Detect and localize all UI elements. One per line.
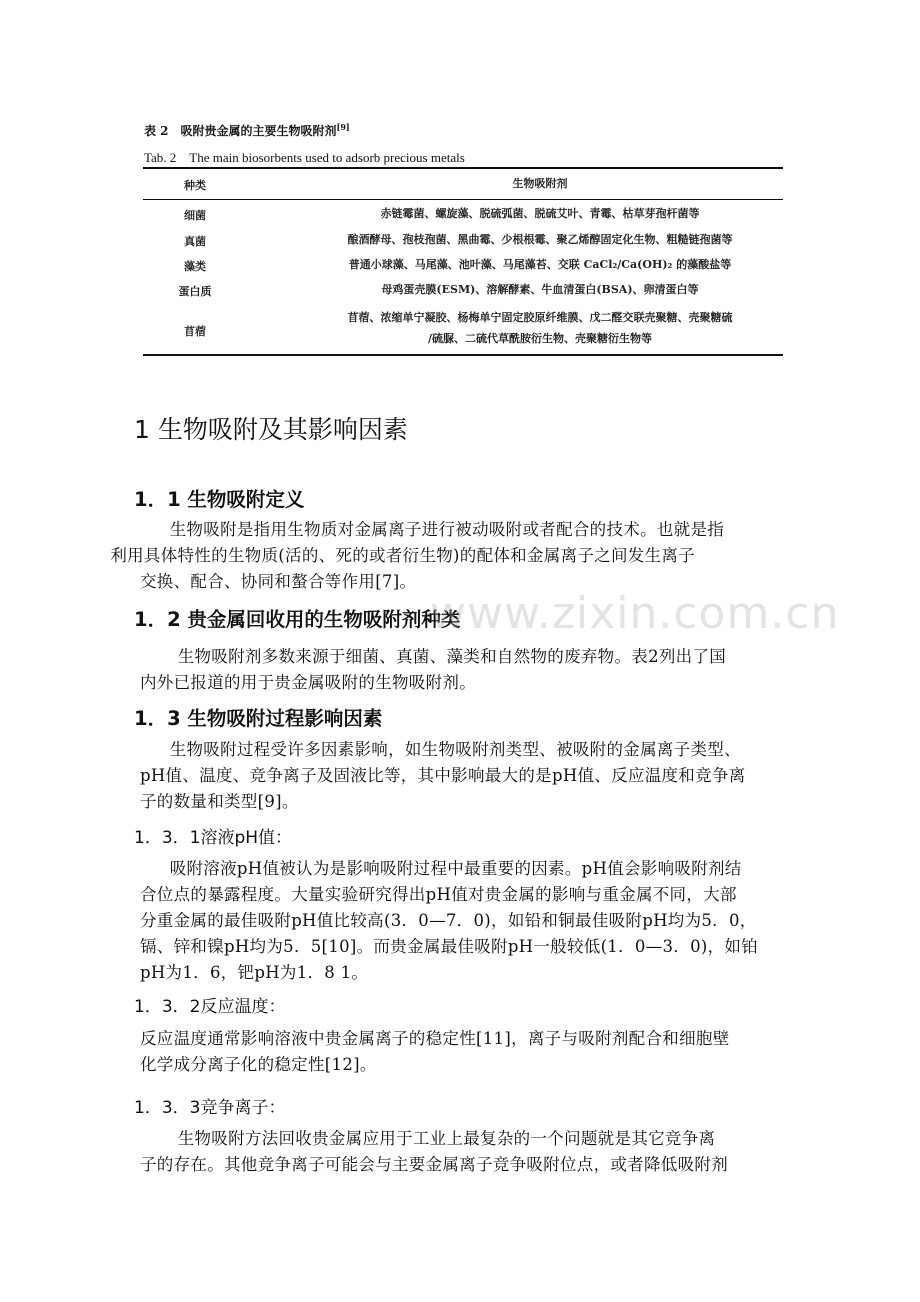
table-row-type: 真菌: [184, 235, 206, 248]
text-line: 利用具体特性的生物质(活的、死的或者衍生物)的配体和金属离子之间发生离子: [110, 546, 695, 565]
text-line: 反应温度通常影响溶液中贵金属离子的稳定性[11]，离子与吸附剂配合和细胞壁: [140, 1029, 730, 1048]
table-row-type: 苜蓿: [184, 325, 206, 338]
text-line: 子的数量和类型[9]。: [140, 792, 299, 811]
subsubsection-title-1-3-1: 1．3．1溶液pH值：: [134, 828, 293, 848]
table-header-type: 种类: [184, 179, 206, 192]
subsection-title-1-2: 1．2 贵金属回收用的生物吸附剂种类: [134, 608, 461, 631]
text-line: 分重金属的最佳吸附pH值比较高(3．0—7．0)，如铅和铜最佳吸附pH均为5．0，: [140, 911, 757, 930]
table-row-type: 细菌: [184, 209, 206, 222]
text-line: 化学成分离子化的稳定性[12]。: [140, 1055, 377, 1074]
paragraph-1-3-3: [140, 1126, 798, 1178]
text-line: 吸附溶液pH值被认为是影响吸附过程中最重要的因素。pH值会影响吸附剂结: [169, 859, 742, 878]
table-header-biosorbent: 生物吸附剂: [512, 177, 568, 190]
paragraph-1-1: [110, 517, 790, 595]
table-row-line: 苜蓿、浓缩单宁凝胶、杨梅单宁固定胶原纤维膜、戊二醛交联壳聚糖、壳聚糖硫: [347, 311, 733, 324]
text-line: 生物吸附剂多数来源于细菌、真菌、藻类和自然物的废弃物。表2列出了国: [177, 647, 727, 666]
text-line: 交换、配合、协同和螯合等作用[7]。: [140, 572, 417, 591]
subsection-title-1-1: 1．1 生物吸附定义: [134, 488, 305, 511]
table-caption-en: Tab. 2 The main biosorbents used to adsorb precious metals: [144, 150, 465, 165]
table-bottom-rule: [143, 354, 783, 356]
table-row-type: 藻类: [184, 260, 206, 273]
table-row-biosorbents: 普通小球藻、马尾藻、池叶藻、马尾藻苔、交联 CaCl₂/Ca(OH)₂ 的藻酸盐等: [348, 258, 732, 271]
table-top-rule: [143, 167, 783, 169]
paragraph-1-3-2: [140, 1026, 790, 1078]
paragraph-1-3-1: [140, 856, 790, 986]
subsubsection-title-1-3-2: 1．3．2反应温度：: [134, 997, 286, 1017]
table-mid-rule: [143, 199, 783, 200]
table-row-biosorbents: 酿酒酵母、孢枝孢菌、黑曲霉、少根根霉、聚乙烯醇固定化生物、粗糙链孢菌等: [347, 233, 733, 246]
table-row-biosorbents: [300, 307, 780, 349]
table-row-biosorbents: 赤链霉菌、螺旋藻、脱硫弧菌、脱硫艾叶、青霉、枯草芽孢杆菌等: [380, 207, 700, 220]
table-row-biosorbents: 母鸡蛋壳膜(ESM)、溶解酵素、牛血清蛋白(BSA)、卵清蛋白等: [381, 283, 699, 296]
table-row-type: 蛋白质: [178, 285, 212, 298]
paragraph-1-3: [140, 737, 790, 815]
text-line: 生物吸附是指用生物质对金属离子进行被动吸附或者配合的技术。也就是指: [169, 520, 725, 539]
text-line: 生物吸附方法回收贵金属应用于工业上最复杂的一个问题就是其它竞争离: [177, 1129, 716, 1148]
table-row-line: /硫脲、二硫代草酰胺衍生物、壳聚糖衍生物等: [427, 332, 653, 345]
text-line: 合位点的暴露程度。大量实验研究得出pH值对贵金属的影响与重金属不同，大部: [140, 885, 737, 904]
subsection-title-1-3: 1．3 生物吸附过程影响因素: [134, 707, 383, 730]
text-line: 镉、锌和镍pH均为5．5[10]。而贵金属最佳吸附pH一般较低(1．0—3．0)，如铂: [140, 937, 759, 956]
text-line: 子的存在。其他竞争离子可能会与主要金属离子竞争吸附位点，或者降低吸附剂: [140, 1155, 728, 1174]
table-caption-cn: 表 2 吸附贵金属的主要生物吸附剂[9]: [144, 122, 350, 138]
text-line: pH为1．6，钯pH为1．8 1。: [140, 963, 369, 982]
section-title: 1 生物吸附及其影响因素: [134, 415, 408, 444]
watermark: www.zixin.com.cn: [430, 588, 840, 639]
paragraph-1-2: [140, 644, 798, 696]
text-line: 内外已报道的用于贵金属吸附的生物吸附剂。: [140, 673, 476, 692]
text-line: 生物吸附过程受许多因素影响，如生物吸附剂类型、被吸附的金属离子类型、: [169, 740, 741, 759]
text-line: pH值、温度、竞争离子及固液比等，其中影响最大的是pH值、反应温度和竞争离: [140, 766, 746, 785]
subsubsection-title-1-3-3: 1．3．3竞争离子：: [134, 1098, 286, 1118]
